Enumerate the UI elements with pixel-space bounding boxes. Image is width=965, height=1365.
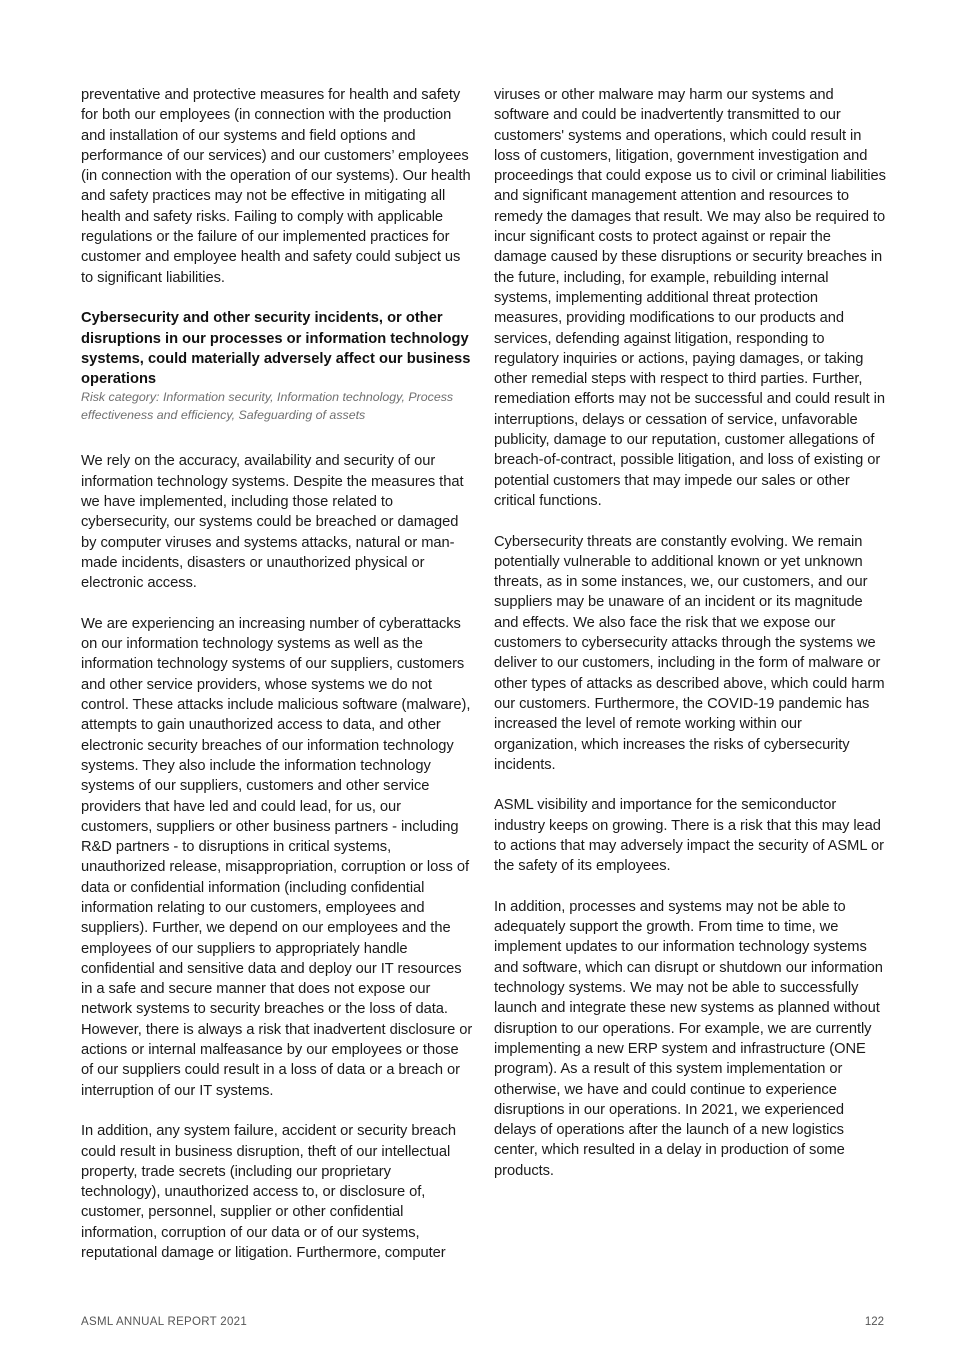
paragraph-processes-growth: In addition, processes and systems may not be able to adequately support the growth. From time to time, we implement updates to our information technology systems and software, which can disrupt or shutdown our information technology systems. We may not be able to successfully launch and integrate these new systems as planned without disruption to our operations. For example, we are currently implementing a new ERP system and infrastructure (ONE program). As a result of this system implementation or otherwise, we have and could continue to experience disruptions in our operations. In 2021, we experienced delays of operations after the launch of a new logistics center, which resulted in a delay in production of some products. xyxy=(494,898,883,1179)
paragraph-evolving-threats: Cybersecurity threats are constantly evolving. We remain potentially vulnerable to additional known or yet unknown threats, as in some instances, we, our customers, and our suppliers may be unaware of an incident or its magnitude and effects. We also face the risk that we expose our customers to cybersecurity attacks through the systems we deliver to our customers, including in the form of malware or other types of attacks as described above, which could harm our customers. Furthermore, the COVID-19 pandemic has increased the level of remote working within our organization, which increases the risks of cybersecurity incidents. xyxy=(494,533,885,773)
left-column xyxy=(81,85,473,1284)
paragraph-asml-visibility: ASML visibility and importance for the semiconductor industry keeps on growing. There is a risk that this may lead to actions that may adversely impact the security of ASML or the safety of its employees. xyxy=(494,797,884,875)
paragraph-system-failure: In addition, any system failure, accident or security breach could result in business disruption, theft of our intellectual property, trade secrets (including our proprietary technology), unauthorized access to, or disclosure of, customer, personnel, supplier or other confidential information, corruption of our data or of our systems, reputational damage or litigation. Furthermore, computer xyxy=(81,1123,456,1262)
risk-category: Risk category: Information security, Information technology, Process effectiveness and efficiency, Safeguarding of assets xyxy=(81,390,454,422)
footer-page-number: 122 xyxy=(864,1316,884,1328)
paragraph-health-safety: preventative and protective measures for health and safety for both our employees (in connection with the production and installation of our systems and field options and performance of our services) and our customers’ employees (in connection with the operation of our systems). Our health and safety practices may not be effective in mitigating all health and safety risks. Failing to comply with applicable regulations or the failure of our implemented practices for customer and employee health and safety could subject us to significant liabilities. xyxy=(81,87,471,286)
paragraph-reliance-it: We rely on the accuracy, availability and security of our information technology systems. Despite the measures that we have implemented, including those related to cybersecurity, our systems could be breached or damaged by computer viruses and systems attacks, natural or man-made incidents, disasters or unauthorized physical or electronic access. xyxy=(81,453,464,592)
right-column xyxy=(494,85,886,1201)
footer-report-title: ASML ANNUAL REPORT 2021 xyxy=(81,1316,248,1328)
section-heading-cybersecurity: Cybersecurity and other security incidents, or other disruptions in our processes or information technology systems, could materially adversely affect our business operations xyxy=(81,310,471,388)
paragraph-cyberattacks: We are experiencing an increasing number of cyberattacks on our information technology systems as well as the information technology systems of our suppliers, customers and other service providers, whose systems we do not control. These attacks include malicious software (malware), attempts to gain unauthorized access to data, and other electronic security breaches of our information technology systems. They also include the information technology systems of our suppliers, customers and other service providers that have led and could lead, for us, our customers, suppliers or other business partners - including R&D partners - to disruptions in critical systems, unauthorized release, misappropriation, corruption or loss of data or confidential information (including confidential information relating to our customers, employees and suppliers). Further, we depend on our employees and the employees of our suppliers to appropriately handle confidential and sensitive data and deploy our IT resources in a safe and secure manner that does not expose our network systems to security breaches or the loss of data. However, there is always a risk that inadvertent disclosure or actions or internal malfeasance by our employees or those of our suppliers could result in a loss of data or a breach or interruption of our IT systems. xyxy=(81,615,473,1099)
paragraph-malware: viruses or other malware may harm our systems and software and could be inadvertently transmitted to our customers' systems and operations, which could result in loss of customers, litigation, government investigation and proceedings that could expose us to civil or criminal liabilities and significant management attention and resources to remedy the damages that result. We may also be required to incur significant costs to protect against or repair the damage caused by these disruptions or security breaches in the future, including, for example, rebuilding internal systems, implementing additional threat protection measures, providing modifications to our products and services, defending against litigation, responding to regulatory inquiries or actions, paying damages, or taking other remedial steps with respect to third parties. Further, remediation efforts may not be successful and could result in interruptions, delays or cessation of service, unfavorable publicity, damage to our reputation, customer allegations of breach-of-contract, possible litigation, and loss of existing or potential customers that may impede our sales or other critical functions. xyxy=(494,87,886,509)
